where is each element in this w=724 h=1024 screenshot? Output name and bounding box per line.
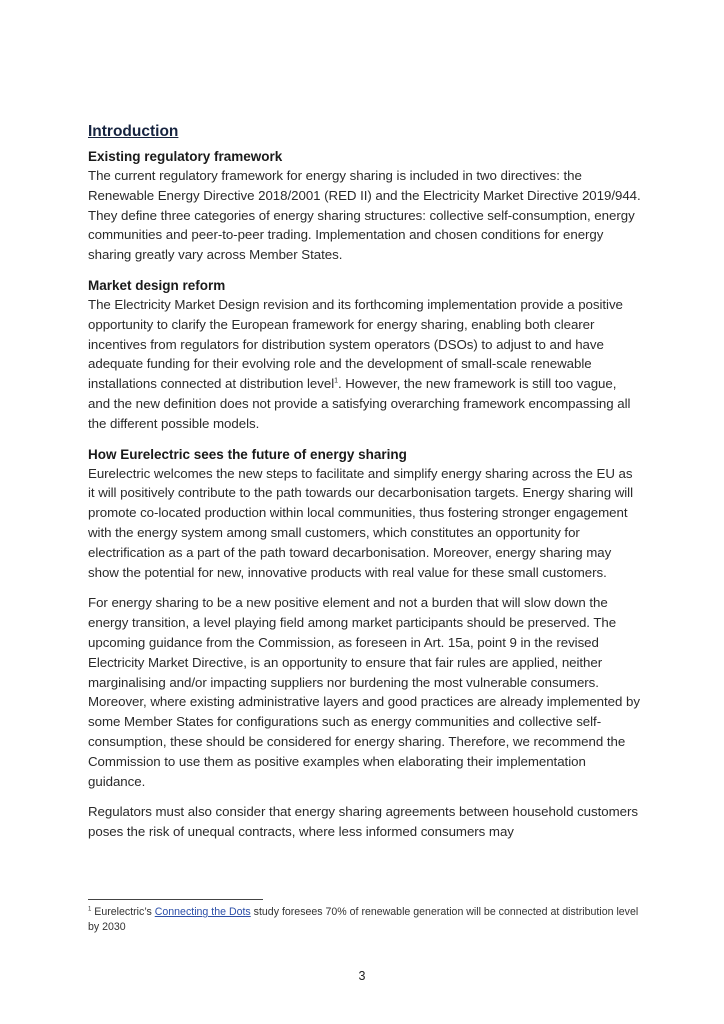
- section-title-introduction: Introduction: [88, 123, 179, 140]
- footnote-marker: 1: [88, 906, 92, 913]
- paragraph-gap: [88, 265, 642, 276]
- paragraph-gap: [88, 791, 642, 802]
- market-text-after: . However, the new framework is still too vague, and the new definition does not provide a satisfying overarching framework encompassing all the different possible models.: [88, 376, 631, 431]
- paragraph-future-3: Regulators must also consider that energy sharing agreements between household customers poses the risk of unequal contracts, where less informed consumers may: [88, 804, 638, 840]
- paragraph-gap: [88, 434, 642, 445]
- paragraph-existing-framework: The current regulatory framework for energy sharing is included in two directives: the Renewable Energy Directive 2018/2001 (RED II) and the Electricity Market Directive 2019/944. They define three categories of energy sharing structures: collective self-consumption, energy communities and peer-to-peer trading. Implementation and chosen conditions for energy sharing greatly vary across Member States.: [88, 168, 641, 263]
- footnote-reference[interactable]: 1: [334, 377, 338, 385]
- footnote-suffix: study foresees 70% of renewable generation will be connected at distribution level by 2030: [88, 906, 639, 933]
- paragraph-future-2: For energy sharing to be a new positive element and not a burden that will slow down the energy transition, a level playing field among market participants should be preserved. The upcoming guidance from the Commission, as foreseen in Art. 15a, point 9 in the revised Electricity Market Directive, is an opportunity to ensure that fair rules are applied, neither marginalising and/or impacting suppliers nor burdening the most vulnerable consumers. Moreover, where existing administrative layers and good practices are already implemented by some Member States for configurations such as energy communities and collective self-consumption, these should be considered for energy sharing. Therefore, we recommend the Commission to use them as positive examples when elaborating their implementation guidance.: [88, 595, 640, 789]
- subheading-market-design: Market design reform: [88, 277, 226, 293]
- subheading-future-energy-sharing: How Eurelectric sees the future of energy sharing: [88, 446, 407, 462]
- paragraph-future-1: Eurelectric welcomes the new steps to facilitate and simplify energy sharing across the EU as it will positively contribute to the path towards our decarbonisation targets. Energy sharing will promote co-located production within local communities, thus fostering stronger engagement with the energy system among small customers, which constitutes an opportunity for electrification as a part of the path toward decarbonisation. Moreover, energy sharing may show the potential for new, innovative products with real value for these small customers.: [88, 465, 633, 580]
- market-text-before: The Electricity Market Design revision and its forthcoming implementation provide a positive opportunity to clarify the European framework for energy sharing, enabling both clearer incentives from regulators for distribution system operators (DSOs) to adjust to and have adequate funding for their evolving role and the development of small-scale renewable installations connected at distribution level: [88, 296, 623, 392]
- page-number: 3: [358, 969, 366, 983]
- subheading-existing-framework: Existing regulatory framework: [88, 149, 283, 164]
- paragraph-market-design: [88, 295, 642, 434]
- paragraph-gap: [88, 582, 642, 593]
- footnote-link-connecting-the-dots[interactable]: Connecting the Dots: [154, 906, 251, 918]
- page-content: [88, 122, 642, 842]
- footnote-divider: [88, 899, 263, 900]
- footnote: [88, 905, 648, 935]
- footnote-prefix: Eurelectric’s: [91, 906, 155, 918]
